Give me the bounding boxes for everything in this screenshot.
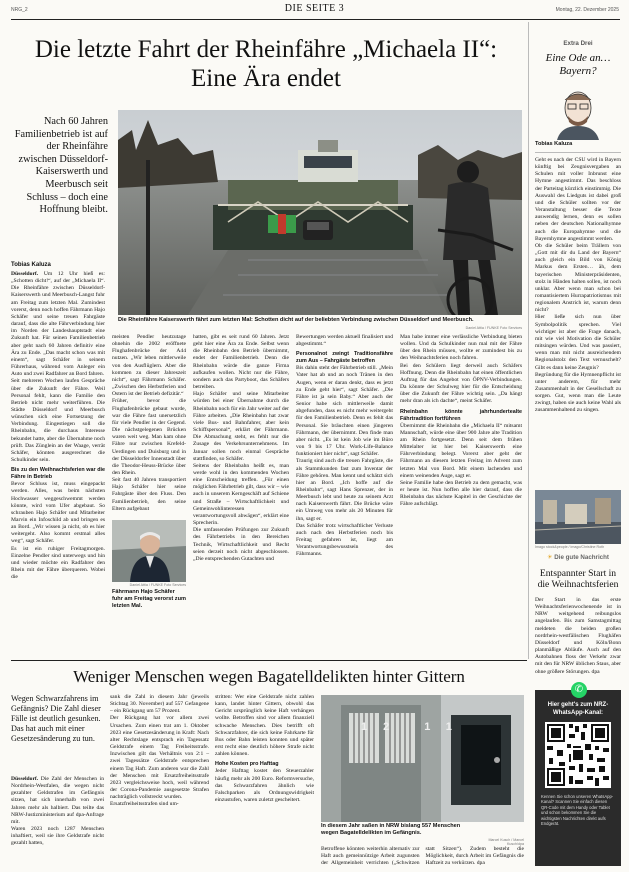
good-news-kicker: ☀ Die gute Nachricht <box>547 554 609 561</box>
main-col-3 <box>193 334 289 563</box>
second-col-3 <box>215 694 314 804</box>
paragraph: Bis dahin steht der Fährbetrieb still. „Mein Vater hat ab und an noch Tränen in den Augen, wenn er daran denkt, dass es jetzt zu Ende geht hier“, sagt Schäfer. „Die Fähre ist ja sein Baby.“ Aber auch der Senior habe sich mittlerweile damit abgefunden, dass es nicht mehr weitergeht für den Familienbetrieb. Denn es fehlt das Personal. Sie bräuchten einen jüngeren Fährmann, der übernimmt. Den finde man aber nicht. „Es ist kein Job wie im Büro von 9 bis 17 Uhr. Work-Life-Balance funktioniert hier nicht“, sagt Schäfer. <box>296 365 393 458</box>
paragraph: Früher, bevor die Flughafenbrücke gebaut wurde, war die Fähre fast unersetzlich für viele Pendler in der Gegend. Die nächstgelegenen Brücken waren weit weg. Man kam ohne Fähre nur zwischen Krefeld-Uerdingen und Duisburg und in der Düsseldorfer Innenstadt über die Theodor-Heuss-Brücke über den Rhein. <box>112 398 186 476</box>
paragraph: Begründung für die Hymnenpflicht ist unter anderem, für mehr Zusammenhalt in der Gesellschaft zu sorgen. Gut, wenn man die Leute zwingt, haben sie auch keine Wahl als zusammenhaltend zu singen. <box>535 371 621 414</box>
paragraph: Geht es nach der CSU wird in Bayern künftig bei Zeugnisvergaben an Schulen mit voller Inbrunst eine Hymne angestimmt. Das beschloss der Parteitag kürzlich einstimmig. Die Auswahl des Liedguts ist dabei groß und die Schüler sollten vor der Veranstaltung besser die Texte auswendig lernen, denn es sollen neben der deutschen Nationalhymne auch die Europahymne und die Bayernhymne angestimmt werden. <box>535 157 621 242</box>
paragraph: Traurig sind auch die treuen Fahrgäste, die als Stammkunden fast zum Inventar der Fähre gehören. Man kennt und schätzt sich hier an Bord. „Ich hoffe auf die Rheinbahn“, sagt Hans Sprenzer, der in Meerbusch lebt und heute zu seinem Arzt nach Kaiserswerth fährt. Die Brücke wäre ein Umweg von mehr als 20 Minuten für ihn, sagt er. <box>296 458 393 522</box>
paragraph: Bei den Schülern liegt derweil auch Schäfers Hoffnung. Denn die Rheinbahn hat einen öffentlichen Auftrag für das Angebot von ÖPNV-Verbindungen. Da könnte der Schulweg hier für die Entscheidung über die Zukunft der Fähre wichtig sein. „Da hängt mehr dran als ich dachte“, meint Schäfer. <box>400 362 522 405</box>
opinion-rule <box>535 152 621 153</box>
main-col-2 <box>112 334 186 513</box>
main-photo-credit: Daniel Attia / FUNKE Foto Services <box>465 326 522 330</box>
prison-photo <box>321 695 524 822</box>
ferry-photo <box>118 110 522 315</box>
issue-date: Montag, 22. Dezember 2025 <box>555 7 619 13</box>
main-col-5 <box>400 334 522 508</box>
story-divider <box>11 660 527 661</box>
paragraph: Die umfassenden Prüfungen zur Zukunft des Fährbetriebs in den Bereichen Technik, Wirtschaftlichkeit und Recht seien derzeit noch nicht abgeschlossen. „Die entsprechenden Gutachten und <box>193 527 289 562</box>
sidebar-divider <box>528 22 529 659</box>
qr-code-icon <box>545 722 611 788</box>
main-photo <box>118 110 522 315</box>
whatsapp-icon: ✆ <box>571 682 587 698</box>
paragraph: Düsseldorf. Um 12 Uhr hieß es: „Schotten dicht!“, auf der „Michaela II“. Die Rheinfähre zwischen Düsseldorf-Kaiserswerth und Meerbusch-Langst fuhr am Freitag zum letzten Mal. Zumindest vorerst, denn noch hoffen Fährmann Hajo Schäfer und seine treuen Fahrgäste darauf, dass die alte Fährverbindung hier im Norden der Landeshauptstadt eine Zukunft hat. Für seinen Familienbetrieb aber geht nach 60 Jahren definitiv eine Ära zu Ende. „Das macht schon was mit einem“, sagt Schäfer in seinem Führerhaus, während vom Anleger ein Auto und zwei Radfahrer an Bord fahren. <box>11 271 105 378</box>
second-col-1 <box>11 776 104 848</box>
header-rule <box>11 19 620 20</box>
second-headline: Weniger Menschen wegen Bagatelldelikten hinter Gittern <box>73 667 465 686</box>
paragraph: Ob die Schüler beim Trällern von „Gott mit dir du Land der Bayern“ auch gleich ein Bild von König Markus dem Ersten… äh, dem bayerischen Ministerpräsidenten, stolz in Händen halten sollen, ist noch unklar. Aber wenn man schon bei romantisiertem Hurrapatriotismus mit regionalem Anstrich ist, warum denn nicht? <box>535 242 621 314</box>
author-avatar <box>535 84 621 140</box>
subheading: Hohe Kosten pro Hafttag <box>215 761 279 768</box>
headline-line-1: Die letzte Fahrt der Rheinfähre „Michaela II“: <box>34 36 498 63</box>
paragraph: Das Schäfer trotz wirtschaftlicher Verluste auch nach den Herbstferien noch bis Freitag gefahren ist, liegt am Verantwortungsbewusstsein des Fährmanns. <box>296 522 393 558</box>
good-news-body: Der Start in das erste Weihnachtsferienwochenende ist in NRW weitgehend reibungslos angelaufen. Bis zum Samstagmittag meldeten die beiden großen nordrhein-westfälischen Flughäfen Düsseldorf und Köln/Bonn planmäßige Abläufe. Auch auf den Autobahnen floss der Verkehr zwar mit den für NRW üblichen Staus, aber ohne größere Störungen. dpa <box>535 597 621 675</box>
paragraph: Man habe immer eine verlässliche Verbindung bieten wollen. Und da Schulkinder nun mal mit der Fähre über den Rhein müssen, wollte er zumindest bis zu den Weihnachtsferien noch fahren. <box>400 334 522 362</box>
second-col-2 <box>110 694 209 809</box>
section-title: DIE SEITE 3 <box>284 3 345 14</box>
paragraph: Bevor Schluss ist, muss eingepackt werden. Alles, was beim nächsten Hochwasser weggeschwemmt werden könnte, wird vom Ufer abgebaut. So schrauben Hajo Schäfer und Mitarbeiter Marvin ein Infoschild ab und bringen es an Bord. „Wir wissen ja nicht, ob es hier weitergeht. Also kommt erstmal alles weg“, sagt Schäfer. <box>11 481 105 545</box>
portrait-caption: Fährmann Hajo Schäfer fuhr am Freitag verorst zum letzten Mal. <box>112 589 186 609</box>
paragraph: hatten, gibt es seit rund 60 Jahren. Jetzt geht hier eine Ära zu Ende. Selbst wenn die Rheinbahn den Betrieb übernimmt, endet der Familienbetrieb. Denn die Rheinbahn würde die ganze Firma aufkaufen wollen. Nicht nur die Fähre, sondern auch das Partyboot, das Schäfers betreiben. <box>193 334 289 391</box>
prison-photo-caption: In diesem Jahr saßen in NRW bislang 557 Menschen wegen Bagatelldelikten im Gefängnis. <box>321 823 461 836</box>
whatsapp-box[interactable] <box>535 684 621 866</box>
paragraph: Es ist ein ruhiger Freitagmorgen. Einzelne Pendler sind unterwegs und hin und wieder möchte ein Radfahrer den Rhein mit der Fähre überqueren. Wobei die <box>11 545 105 581</box>
headline-line-2: Eine Ära endet <box>191 65 341 92</box>
whatsapp-title: Hier geht's zum NRZ-WhatsApp-Kanal: <box>547 702 609 716</box>
good-news-photo <box>535 490 621 544</box>
paragraph: Seit mehreren Wochen laufen Gespräche über die Zukunft der Fähre. Weil Personal fehlt, kann die Familie den Betrieb nicht mehr weiterführen. Die Städte Düsseldorf und Meerbusch wünschen sich eine Fortsetzung der Verbindung. Eingestiegen soll die Rheinbahn, die durchaus Interesse bekundet hatte, aber die Übernahme noch prüft. Das Zünglein an der Waage, verrät Schäfer, könnten ausgerechnet die Schulkinder sein. <box>11 378 105 464</box>
paragraph: stritten: Wer eine Geldstrafe nicht zahlen kann, landet hinter Gittern, obwohl das Gericht ursprünglich keine Haft verhängen wollte. Betroffen sind vor allem finanziell schwache Menschen. Dies betrifft oft Schwarzfahrer, die sich keine Fahrkarte für Bus oder Bahn leisten konnten und später erst recht eine deutlich höhere Strafe nicht zahlen können. <box>215 694 314 758</box>
ferryman-photo <box>112 520 186 582</box>
main-col-1 <box>11 271 105 581</box>
opinion-kicker: Extra Drei <box>563 40 593 47</box>
opinion-author: Tobias Kaluza <box>535 141 573 147</box>
subheading: Personalnot zwingt Traditionsfähre zum Aus – Fahrgäste betroffen <box>296 351 393 365</box>
paragraph: Bewertungen werden aktuell finalisiert und abgestimmt.“ <box>296 334 393 348</box>
second-col-4 <box>321 846 524 867</box>
main-col-4 <box>296 334 393 559</box>
subheading: Rheinbahn könnte jahrhundertealte Fährtradition fortführen <box>400 408 522 422</box>
prison-door-photo <box>321 695 524 822</box>
paragraph: Übernimmt die Rheinbahn die „Michaela II“ mitsamt Mannschaft, würde eine über 900 Jahre alte Tradition am Rhein fortgesetzt. Denn seit dem frühen Mittelalter ist hier bei Kaiserswerth eine Fährverbindung belegt. Vorerst aber geht der Fährmann an diesem letzten Freitag im Advent zum letzten Mal von Bord. Mit einem lachenden und einem weinenden Auge, sagt er. <box>400 422 522 479</box>
edition-label: NRG_2 <box>11 7 28 13</box>
subheading: Bis zu den Weihnachtsferien war die Fähre in Betrieb <box>11 467 105 481</box>
paragraph: Düsseldorf. Die Zahl der Menschen in Nordrhein-Westfalen, die wegen nicht gezahlter Geldstrafen im Gefängnis sitzen, hat sich innerhalb von zwei Jahren mehr als halbiert. Das teilte das NRW-Justizministerium auf dpa-Anfrage mit. <box>11 776 104 825</box>
good-news-headline: Entspannter Start in die Weihnachtsferien <box>537 568 619 590</box>
paragraph: Seine Familie habe den Betrieb zu dem gemacht, was er heute ist. Nun hoffen alle hier darauf, dass die Rheinbahn das nächste Kapitel in der Geschichte der Fähre aufschlägt. <box>400 479 522 508</box>
paragraph: meisten Pendler heutzutage ohnehin die 2002 eröffnete Flughafenbrücke der A44 nutzen. „Wir leben mittlerweile von den Ausflüglern. Aber die kommen zu dieser Jahreszeit nicht“, sagt Fährmann Schäfer. „Zwischen den Herbstferien und Ostern ist der Betrieb defizitär.“ <box>112 334 186 398</box>
main-headline <box>8 35 524 93</box>
paragraph: Seitens der Rheinbahn heißt es, man werde wohl in den kommenden Wochen eine Entscheidung treffen. „Für einen möglichen Fährbetrieb gilt, dass wir – wie auch in unserem Kerngeschäft auf Schiene und Straße – Wirtschaftlichkeit und Gemeinwohlinteressen verantwortungsvoll abwägen“, erklärt eine Sprecherin. <box>193 462 289 527</box>
author-sketch-icon <box>535 84 621 140</box>
paragraph: Jeder Hafttag kostet den Steuerzahler häufig mehr als 200 Euro. Reformversuche, das Schwarzfahren ähnlich wie Falschparken als Ordnungswidrigkeit einzustufen, waren zuletzt gescheitert. <box>215 768 314 804</box>
opinion-headline: Eine Ode an… Bayern? <box>545 52 611 77</box>
whatsapp-text: Kennen Sie schon unseren WhatsApp-Kanal? Scannen Sie einfach diesen QR-Code mit dem Handy oder Tablet und schon bekommen Sie die wichtigsten Nachrichten direkt aufs Endgerät. <box>541 794 614 827</box>
paragraph: sank die Zahl in diesem Jahr (jeweils Stichtag 30. November) auf 557 Gefangene – ein Rückgang um 57 Prozent. <box>110 694 209 715</box>
paragraph: Hier ließe sich nun über Symbolpolitik sprechen. Viel wichtiger ist aber die Frage danach, mit wie viel Motivation die Schüler mitsingen würden. Und was passiert, wenn man mit nicht ausreichendem Regionalstolz den Text vernuschelt? Gibt es dann keine Zeugnis? <box>535 314 621 371</box>
prison-photo-credit: Marcel Kusch / Marcel Kusch/dpa <box>488 838 524 846</box>
sidebar-opinion <box>535 22 621 415</box>
opinion-body <box>535 157 621 415</box>
paragraph: Betroffene könnten weiterhin alternativ zur Haft auch gemeinnützige Arbeit zugunsten der Allgemeinheit verrichten („Schwitzen statt Sitzen“). Zudem besteht die Möglichkeit, durch Arbeit im Gefängnis die Haftzeit zu verkürzen. dpa <box>321 846 524 867</box>
paragraph: Seit fast 40 Jahren transportiert Hajo Schäfer hier seine Fahrgäste über den Fluss. Den Familienbetrieb, den seine Eltern aufgebaut <box>112 477 186 512</box>
paragraph: Der Rückgang hat vor allem zwei Ursachen. Zum einen trat am 1. Oktober 2023 eine Gesetzesänderung in Kraft: Nach alter Rechtslage entsprach ein Tagessatz Geldstrafe einem Tag Freiheitsstrafe. Inzwischen gilt das Verhältnis von 2:1 – zwei Tagessätze Geldstrafe entsprechen einem Tag Haft. Zum anderen war die Zahl der Menschen mit Ersatzfreiheitsstrafe 2023 vergleichsweise hoch, weil während der Corona-Pandemie ausgesetzte Strafen nachträglich vollstreckt wurden. <box>110 715 209 801</box>
good-news-credit: Imago stock&people / imago/Christine Roth <box>535 545 605 549</box>
portrait-photo <box>112 520 186 582</box>
paragraph: Ersatzfreiheitsstrafen sind um- <box>110 801 179 808</box>
main-author: Tobias Kaluza <box>11 262 51 268</box>
sun-icon: ☀ <box>547 554 555 561</box>
cell-number-sign: 12 11 <box>361 721 468 733</box>
main-teaser: Nach 60 Jahren Familienbetrieb ist auf der Rheinfähre zwischen Düsseldorf-Kaiserswerth und Meerbusch seit Schluss – doch eine Hoffnung bleibt. <box>14 116 108 216</box>
airport-photo <box>535 490 621 544</box>
paragraph: Hajo Schäfer und seine Mitarbeiter würden bei einer Übernahme durch die Rheinbahn noch für ein Jahr weiter auf der Fähre arbeiten. „Die Rheinbahn hat zwar viele Bus- und Bahnfahrer, aber kein Schiffspersonal“, erklärt der Fährmann. Die Abmachung steht, es fehlt nur die Zusage des Verkehrsunternehmens. Im Januar sollen noch einmal Gespräche stattfinden, so Schäfer. <box>193 391 289 462</box>
portrait-credit: Daniel Attia / FUNKE Foto Services <box>129 583 186 587</box>
second-teaser: Wegen Schwarzfahrens im Gefängnis? Die Zahl dieser Fälle ist deutlich gesunken. Das hat auch mit einer Gesetzesänderung zu tun. <box>11 694 101 743</box>
main-photo-caption: Die Rheinfähre Kaiserswerth fährt zum letzten Mal: Schotten dicht auf der beliebten Verbindung zwischen Düsseldorf und Meerbusch. <box>118 317 474 323</box>
qr-code[interactable] <box>545 722 611 788</box>
paragraph: Waren 2023 noch 1287 Menschen inhaftiert, weil sie ihre Geldstrafe nicht gezahlt hatten, <box>11 826 104 847</box>
